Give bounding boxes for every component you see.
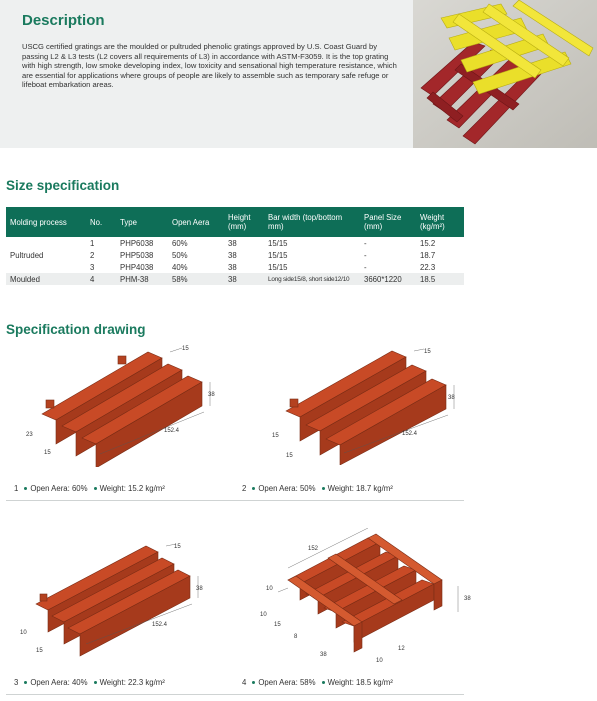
drawing-caption-3 bbox=[14, 678, 165, 687]
cell-panel: - bbox=[364, 250, 367, 260]
drawing-caption-2 bbox=[242, 484, 393, 493]
drawing-caption-1 bbox=[14, 484, 165, 493]
caption-weight: Weight: 22.3 kg/m² bbox=[99, 678, 165, 687]
dim-label: 23 bbox=[26, 432, 33, 438]
dim-label: 15 bbox=[286, 453, 293, 459]
table-row bbox=[6, 249, 464, 261]
header-bar: Bar width (top/bottom mm) bbox=[264, 207, 360, 237]
table-row bbox=[6, 237, 464, 249]
drawing-3 bbox=[18, 540, 218, 658]
caption-weight: Weight: 15.2 kg/m² bbox=[99, 484, 165, 493]
cell-no: 2 bbox=[90, 250, 95, 260]
dim-label: 38 bbox=[196, 586, 203, 592]
description-text: USCG certified gratings are the moulded or pultruded phenolic gratings approved by U.S. Coast Guard by passing L2 & L3 tests (L2 covers all requirements of L3) in accordance with ASTM-F3059. It is the top grating with high strength, low smoke developing index, low toxicity and sensational high temperature resistance, which are essential for applications where groups of people are likely to assemble such as temporary safe refuge or lifeboat embarkation areas. bbox=[22, 42, 397, 90]
cell-no: 3 bbox=[90, 262, 95, 272]
dim-label: 15 bbox=[182, 346, 189, 352]
dim-label: 15 bbox=[174, 544, 181, 550]
table-header-row bbox=[6, 207, 464, 237]
header-process: Molding process bbox=[6, 207, 86, 237]
header-height: Height (mm) bbox=[224, 207, 264, 237]
dim-label: 10 bbox=[260, 612, 267, 618]
dim-label: 10 bbox=[266, 586, 273, 592]
cell-process bbox=[6, 261, 86, 273]
dim-label: 10 bbox=[20, 630, 27, 636]
dim-label: 10 bbox=[376, 658, 383, 664]
caption-open: Open Aera: 58% bbox=[258, 678, 316, 687]
cell-height: 38 bbox=[228, 262, 237, 272]
cell-weight: 18.5 bbox=[416, 273, 464, 285]
dim-label: 152.4 bbox=[402, 431, 418, 437]
bullet-icon bbox=[322, 681, 325, 684]
cell-type: PHP4038 bbox=[120, 262, 154, 272]
cell-type: PHM-38 bbox=[116, 273, 168, 285]
header-weight: Weight (kg/m²) bbox=[416, 207, 464, 237]
divider bbox=[6, 500, 464, 501]
cell-bar: 15/15 bbox=[268, 238, 288, 248]
cell-bar: 15/15 bbox=[268, 250, 288, 260]
caption-open: Open Aera: 60% bbox=[30, 484, 88, 493]
bullet-icon bbox=[322, 487, 325, 490]
dim-label: 15 bbox=[44, 450, 51, 456]
cell-height: 38 bbox=[228, 238, 237, 248]
header-type: Type bbox=[116, 207, 168, 237]
cell-bar: Long side15/8, short side12/10 bbox=[264, 273, 360, 285]
cell-open: 50% bbox=[172, 250, 188, 260]
dim-label: 15 bbox=[272, 433, 279, 439]
drawing-caption-4 bbox=[242, 678, 393, 687]
cell-panel: - bbox=[364, 238, 367, 248]
description-title: Description bbox=[22, 12, 105, 29]
dim-label: 8 bbox=[294, 634, 298, 640]
drawing-title: Specification drawing bbox=[6, 322, 146, 337]
cell-type: PHP6038 bbox=[120, 238, 154, 248]
cell-process bbox=[6, 237, 86, 249]
dim-label: 38 bbox=[464, 596, 471, 602]
size-spec-table bbox=[6, 207, 464, 285]
cell-panel: 3660*1220 bbox=[360, 273, 416, 285]
caption-number: 1 bbox=[14, 484, 19, 493]
cell-weight: 22.3 bbox=[420, 262, 436, 272]
dim-label: 38 bbox=[448, 395, 455, 401]
cell-process: Moulded bbox=[6, 273, 86, 285]
drawing-1 bbox=[20, 342, 220, 467]
dim-label: 152 bbox=[308, 546, 319, 552]
bullet-icon bbox=[94, 681, 97, 684]
dim-label: 38 bbox=[208, 392, 215, 398]
dim-label: 38 bbox=[320, 652, 327, 658]
cell-process: Pultruded bbox=[10, 250, 44, 260]
header-no: No. bbox=[86, 207, 116, 237]
table-row bbox=[6, 261, 464, 273]
caption-weight: Weight: 18.5 kg/m² bbox=[327, 678, 393, 687]
bullet-icon bbox=[24, 487, 27, 490]
cell-open: 58% bbox=[168, 273, 224, 285]
drawing-4 bbox=[258, 528, 478, 668]
dim-label: 15 bbox=[36, 648, 43, 654]
drawing-2 bbox=[268, 345, 468, 465]
description-panel bbox=[0, 0, 413, 148]
dim-label: 15 bbox=[424, 349, 431, 355]
cell-type: PHP5038 bbox=[120, 250, 154, 260]
caption-open: Open Aera: 40% bbox=[30, 678, 88, 687]
header-open: Open Aera bbox=[168, 207, 224, 237]
cell-height: 38 bbox=[224, 273, 264, 285]
bullet-icon bbox=[24, 681, 27, 684]
table-row bbox=[6, 273, 464, 285]
dim-label: 152.4 bbox=[164, 428, 180, 434]
cell-open: 40% bbox=[172, 262, 188, 272]
size-spec-title: Size specification bbox=[6, 178, 120, 193]
bullet-icon bbox=[252, 487, 255, 490]
cell-height: 38 bbox=[228, 250, 237, 260]
caption-number: 3 bbox=[14, 678, 19, 687]
grating-photo bbox=[413, 0, 597, 148]
bullet-icon bbox=[252, 681, 255, 684]
header-panel: Panel Size (mm) bbox=[360, 207, 416, 237]
cell-bar: 15/15 bbox=[268, 262, 288, 272]
cell-no: 4 bbox=[86, 273, 116, 285]
cell-weight: 15.2 bbox=[420, 238, 436, 248]
divider bbox=[6, 694, 464, 695]
caption-weight: Weight: 18.7 kg/m² bbox=[327, 484, 393, 493]
caption-open: Open Aera: 50% bbox=[258, 484, 316, 493]
cell-panel: - bbox=[364, 262, 367, 272]
dim-label: 12 bbox=[398, 646, 405, 652]
cell-open: 60% bbox=[172, 238, 188, 248]
dim-label: 152.4 bbox=[152, 622, 168, 628]
bullet-icon bbox=[94, 487, 97, 490]
caption-number: 4 bbox=[242, 678, 247, 687]
caption-number: 2 bbox=[242, 484, 247, 493]
cell-weight: 18.7 bbox=[420, 250, 436, 260]
cell-no: 1 bbox=[90, 238, 95, 248]
dim-label: 15 bbox=[274, 622, 281, 628]
